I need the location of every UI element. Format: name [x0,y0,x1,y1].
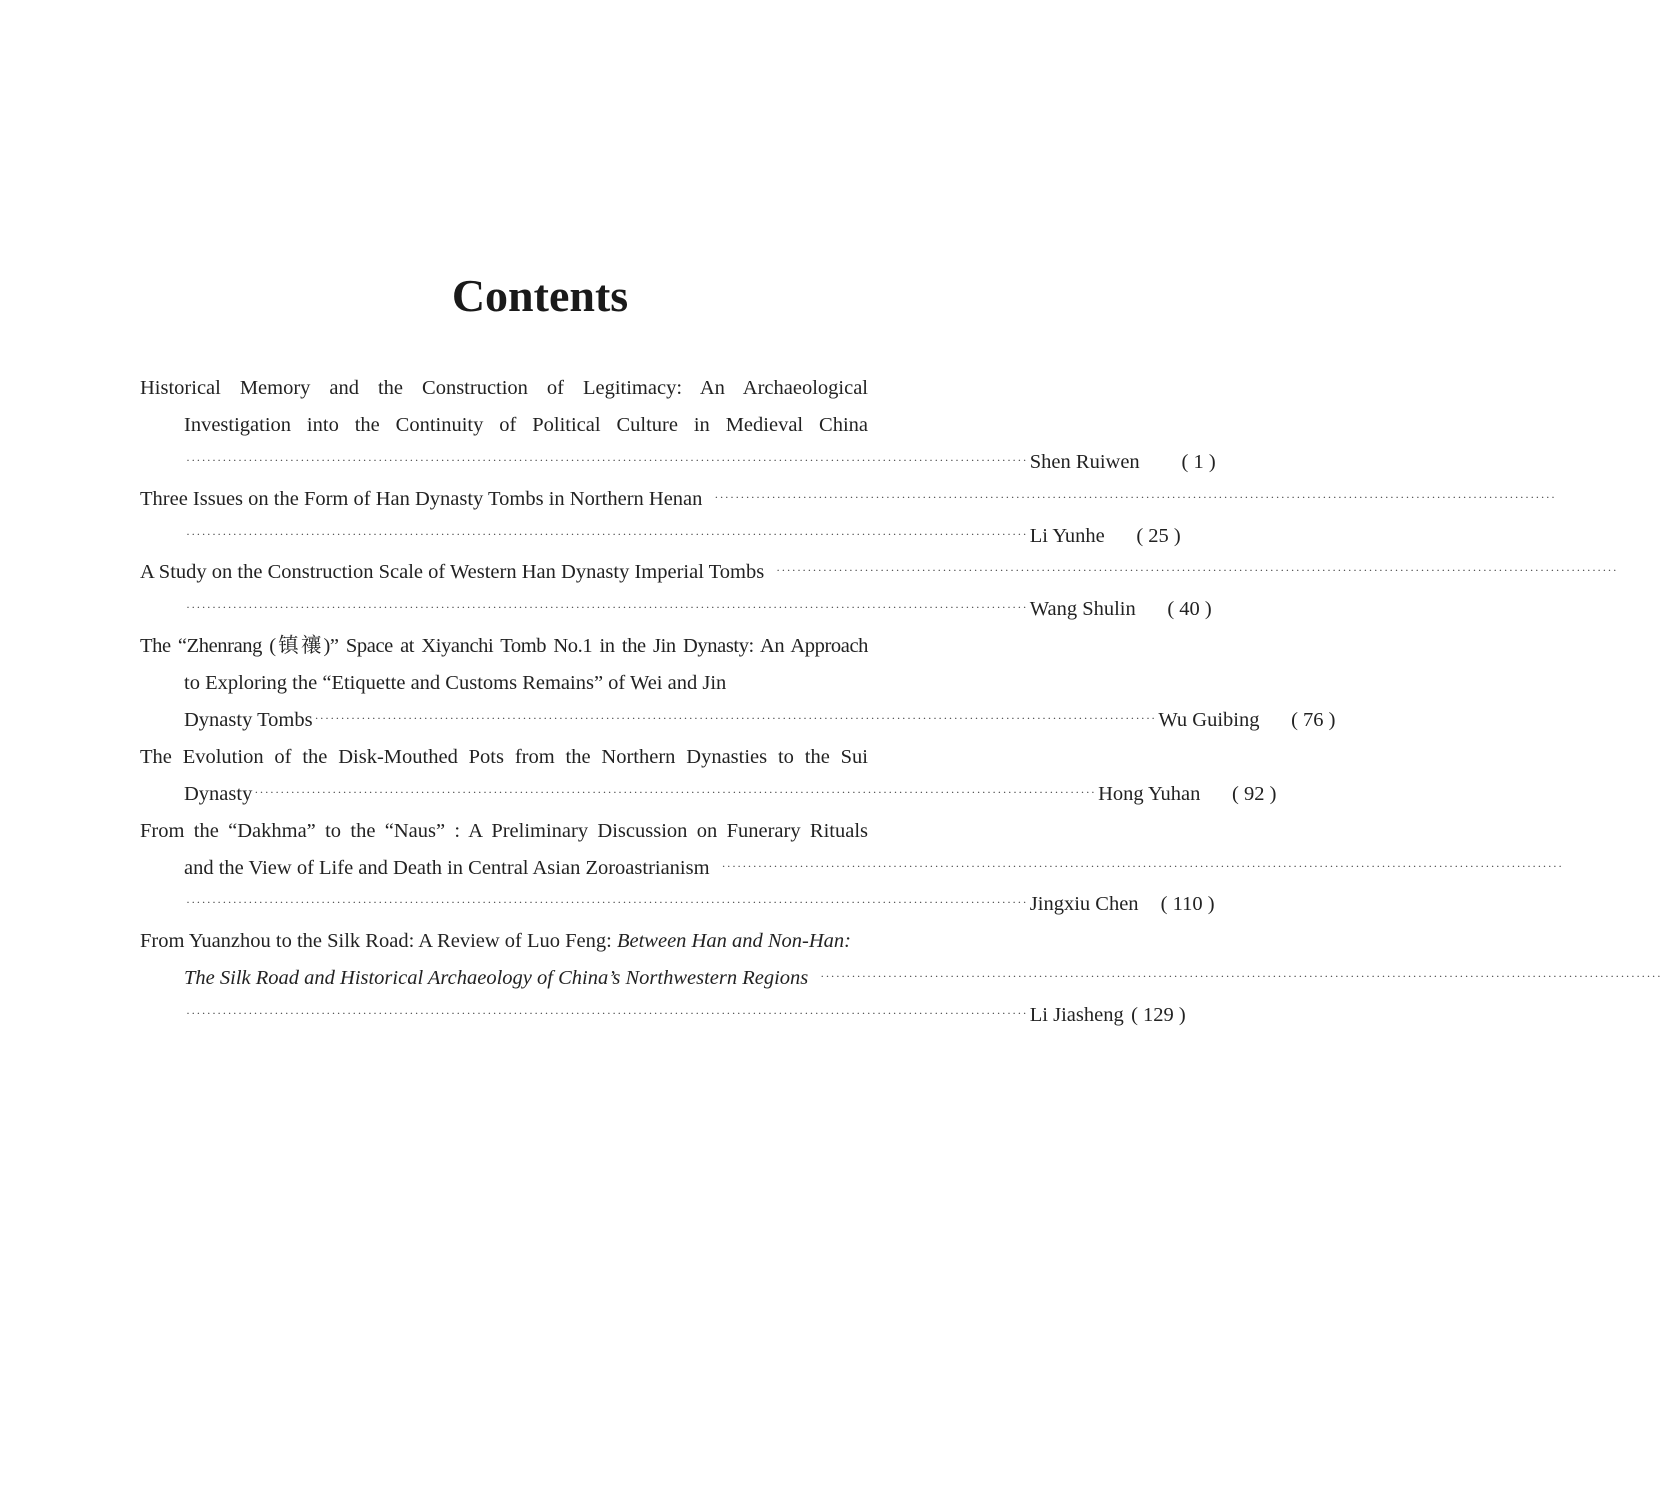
author-name: Wu Guibing [1158,709,1260,732]
page-title: Contents [451,270,629,321]
leader-dots: ·································································································································································· [714,489,1557,504]
entry-author-line [140,591,1212,628]
entry-title-line: Three Issues on the Form of Han Dynasty Tombs in Northern Henan ·································································································································································· [140,481,868,518]
page-number: ( 92 ) [1232,782,1277,805]
entry-author-line: Dynasty Tombs ·································································································································································· Wu Guibing ( 76 ) [140,702,942,739]
table-of-contents [140,370,1662,1034]
entry-title-line: From the “Dakhma” to the “Naus” : A Preliminary Discussion on Funerary Rituals [140,819,868,842]
toc-entry[interactable] [140,370,1216,481]
page-number: ( 110 ) [1160,893,1215,916]
page-number: ( 129 ) [1131,1004,1186,1027]
entry-title-line: The Silk Road and Historical Archaeology of China’s Northwestern Regions ·································································································································································· [140,960,868,997]
toc-entry[interactable] [140,813,1564,924]
leader-dots: ·································································································································································· [314,711,1157,726]
leader-dots: ·································································································································································· [186,452,1028,467]
toc-entry[interactable] [140,923,1662,1034]
leader-dots: ·································································································································································· [186,526,1028,541]
leader-dots: ·································································································································································· [186,600,1028,615]
entry-title-line: From Yuanzhou to the Silk Road: A Review of Luo Feng: Between Han and Non-Han: [140,930,851,953]
toc-entry[interactable] [140,739,1277,813]
toc-entry[interactable] [140,554,1618,628]
entry-title-line: A Study on the Construction Scale of Western Han Dynasty Imperial Tombs ·································································································································································· [140,554,868,591]
leader-dots: ·································································································································································· [186,1006,1028,1021]
entry-title-line: Historical Memory and the Construction of Legitimacy: An Archaeological [140,377,868,399]
entry-author-line [140,518,1181,555]
leader-dots: ·································································································································································· [186,895,1028,910]
entry-author-line [140,444,1216,481]
leader-dots: ·································································································································································· [776,563,1618,578]
page-number: ( 40 ) [1167,598,1212,621]
page-number: ( 25 ) [1136,524,1181,547]
toc-entry[interactable] [140,481,1557,555]
entry-title-line: Investigation into the Continuity of Political Culture in Medieval China [184,413,868,436]
author-name: Li Yunhe [1029,524,1105,547]
page-number: ( 1 ) [1181,450,1216,473]
toc-entry[interactable] [140,628,1336,739]
entry-title-line: to Exploring the “Etiquette and Customs Remains” of Wei and Jin [184,672,727,695]
author-name: Wang Shulin [1029,598,1136,621]
entry-title-line: and the View of Life and Death in Central Asian Zoroastrianism ·································································································································································· [140,850,868,887]
author-name: Jingxiu Chen [1029,893,1139,916]
entry-author-line: Dynasty ·································································································································································· Hong Yuhan ( 92 ) [140,776,942,813]
author-name: Hong Yuhan [1098,782,1201,805]
entry-author-line [140,886,1215,923]
entry-title-line: The Evolution of the Disk-Mouthed Pots from the Northern Dynasties to the Sui [140,745,868,768]
entry-title-line: The “Zhenrang (镇禳)” Space at Xiyanchi Tomb No.1 in the Jin Dynasty: An Approach [140,635,868,658]
author-name: Li Jiasheng [1029,1004,1124,1027]
page-number: ( 76 ) [1291,709,1336,732]
author-name: Shen Ruiwen [1029,450,1140,473]
leader-dots: ·································································································································································· [721,858,1564,873]
leader-dots: ·································································································································································· [254,784,1097,799]
leader-dots: ·································································································································································· [820,969,1662,984]
entry-author-line [140,997,1186,1034]
